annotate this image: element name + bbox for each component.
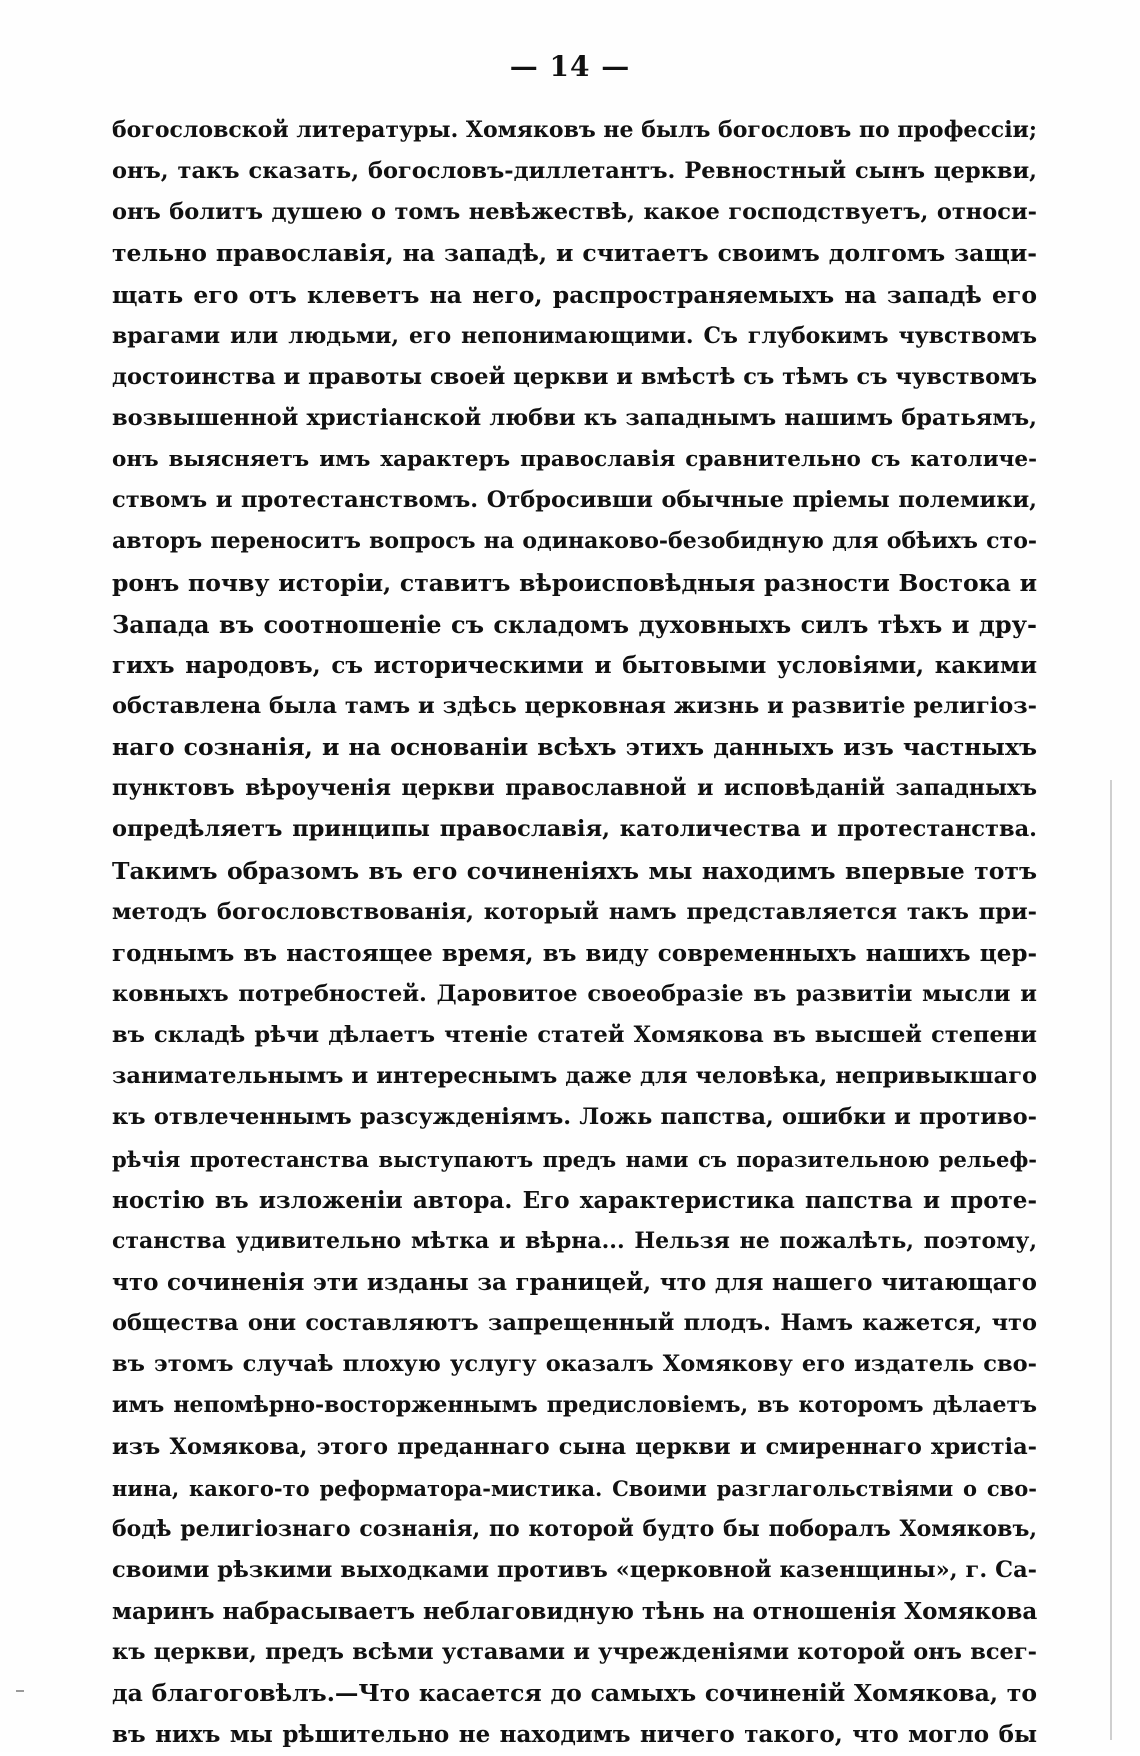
text-line-26: рѣчiя протестанства выступаютъ предъ нами съ поразительною рельеф- (112, 1146, 1037, 1172)
text-line-36: своими рѣзкими выходками противъ «церковной казенщины», г. Са- (112, 1556, 1037, 1583)
text-line-10: ствомъ и протестанствомъ. Отбросивши обычные прiемы полемики, (112, 487, 1037, 514)
page-number: — 14 — (509, 50, 631, 83)
text-line-7: достоинства и правоты своей церкви и вмѣстѣ съ тѣмъ съ чувствомъ (112, 363, 1037, 390)
text-line-3: онъ болитъ душею о томъ невѣжествѣ, какое господствуетъ, относи- (112, 199, 1037, 226)
text-line-13: Запада въ соотношенiе съ складомъ духовныхъ силъ тѣхъ и дру- (112, 609, 1037, 639)
text-line-28: станства удивительно мѣтка и вѣрна... Нельзя не пожалѣть, поэтому, (112, 1227, 1037, 1254)
text-line-34: нина, какого-то реформатора-мистика. Своими разглагольствiями о сво- (112, 1475, 1037, 1501)
text-line-18: опредѣляетъ принципы православiя, католичества и протестанства. (112, 816, 1037, 843)
text-line-32: имъ непомѣрно-восторженнымъ предисловiемъ, въ которомъ дѣлаетъ (112, 1392, 1037, 1419)
text-line-24: занимательнымъ и интереснымъ даже для человѣка, непривыкшаго (112, 1063, 1037, 1090)
text-line-27: ностiю въ изложенiи автора. Его характеристика папства и проте- (112, 1186, 1037, 1214)
text-line-19: Такимъ образомъ въ его сочиненiяхъ мы находимъ впервые тотъ (112, 856, 1037, 885)
text-line-21: годнымъ въ настоящее время, въ виду современныхъ нашихъ цер- (112, 939, 1037, 967)
text-line-2: онъ, такъ сказать, богословъ-диллетантъ. Ревностный сынъ церкви, (112, 158, 1037, 185)
text-line-33: изъ Хомякова, этого преданнаго сына церкви и смиреннаго христiа- (112, 1433, 1037, 1460)
text-line-39: да благоговѣлъ.—Что касается до самыхъ сочиненiй Хомякова, то (112, 1679, 1037, 1708)
text-line-40: въ нихъ мы рѣшительно не находимъ ничего такого, что могло бы (112, 1721, 1037, 1749)
text-line-1: богословской литературы. Хомяковъ не былъ богословъ по профессiи; (112, 117, 1037, 143)
text-line-9: онъ выясняетъ имъ характеръ православiя сравнительно съ католиче- (112, 447, 1037, 473)
text-line-30: общества они составляютъ запрещенный плодъ. Намъ кажется, что (112, 1310, 1037, 1337)
text-line-4: тельно православiя, на западѣ, и считаетъ своимъ долгомъ защи- (112, 239, 1037, 268)
text-line-38: къ церкви, предъ всѣми уставами и учрежденiями которой онъ всег- (112, 1639, 1037, 1666)
text-line-15: обставлена была тамъ и здѣсь церковная жизнь и развитiе религiоз- (112, 692, 1037, 719)
text-line-17: пунктовъ вѣроученiя церкви православной и исповѣданiй западныхъ (112, 775, 1037, 802)
text-line-25: къ отвлеченнымъ разсужденiямъ. Ложь папства, ошибки и противо- (112, 1104, 1037, 1131)
text-line-20: методъ богословствованiя, который намъ представляется такъ при- (112, 898, 1037, 925)
text-line-8: возвышенной христiанской любви къ западнымъ нашимъ братьямъ, (112, 404, 1037, 431)
text-line-29: что сочиненiя эти изданы за границей, что для нашего читающаго (112, 1268, 1037, 1296)
text-line-12: ронъ почву исторiи, ставитъ вѣроисповѣдныя разности Востока и (112, 568, 1037, 597)
text-line-5: щать его отъ клеветъ на него, распространяемыхъ на западѣ его (112, 280, 1037, 309)
text-line-22: ковныхъ потребностей. Даровитое своеобразiе въ развитiи мысли и (112, 980, 1037, 1007)
text-line-11: авторъ переноситъ вопросъ на одинаково-безобидную для обѣихъ сто- (112, 528, 1037, 555)
body-text (112, 110, 1037, 1756)
text-line-35: бодѣ религiознаго сознанiя, по которой будто бы поборалъ Хомяковъ, (112, 1515, 1037, 1542)
text-line-23: въ складѣ рѣчи дѣлаетъ чтенiе статей Хомякова въ высшей степени (112, 1022, 1037, 1049)
page-edge-shadow (1110, 780, 1112, 1740)
scan-speck (16, 1690, 24, 1692)
text-line-37: маринъ набрасываетъ неблаговидную тѣнь на отношенiя Хомякова (112, 1598, 1037, 1626)
text-line-16: наго сознанiя, и на основанiи всѣхъ этихъ данныхъ изъ частныхъ (112, 733, 1037, 762)
text-line-6: врагами или людьми, его непонимающими. Съ глубокимъ чувствомъ (112, 322, 1037, 349)
text-line-31: въ этомъ случаѣ плохую услугу оказалъ Хомякову его издатель сво- (112, 1351, 1037, 1378)
text-line-14: гихъ народовъ, съ историческими и бытовыми условiями, какими (112, 651, 1037, 679)
